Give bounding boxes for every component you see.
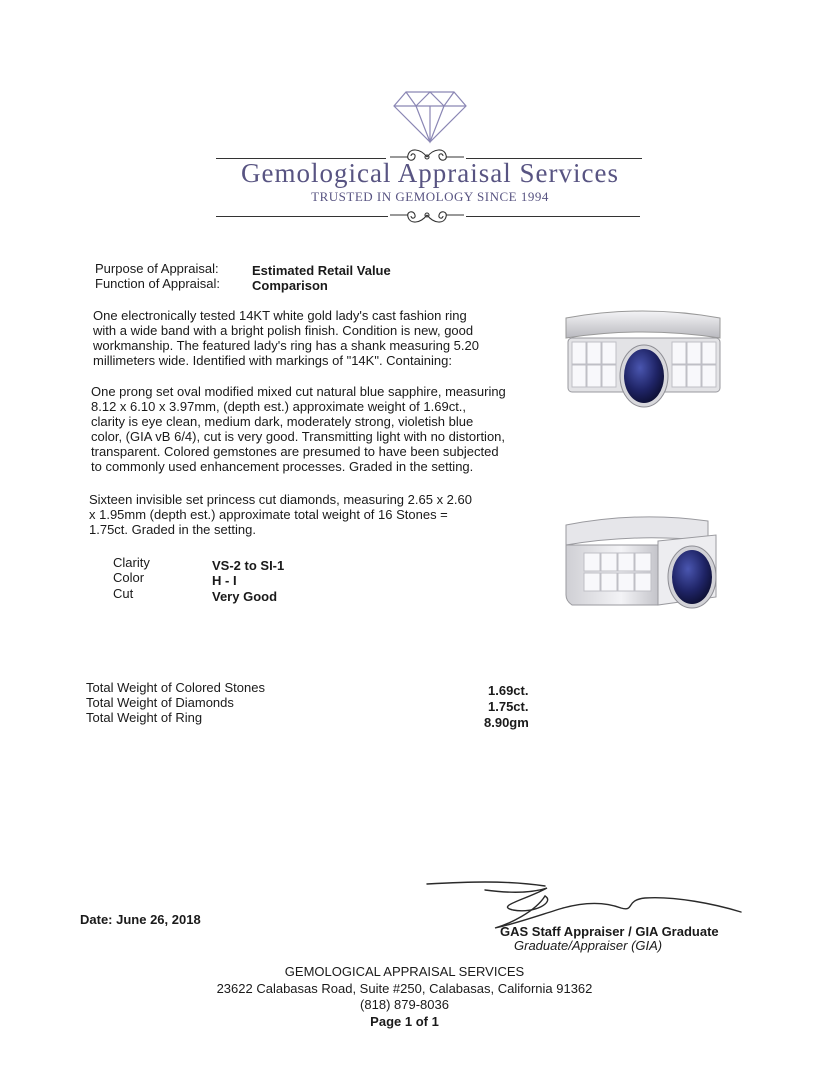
paragraph-line: millimeters wide. Identified with markings of "14K". Containing: xyxy=(93,353,452,368)
company-tagline: TRUSTED IN GEMOLOGY SINCE 1994 xyxy=(311,189,549,204)
ring-photo-front xyxy=(560,300,725,415)
grade-label: Clarity xyxy=(113,555,150,570)
paragraph-line: to commonly used enhancement processes. Graded in the setting. xyxy=(91,459,474,474)
scroll-ornament-icon xyxy=(390,204,464,226)
paragraph-line: transparent. Colored gemstones are presumed to have been subjected xyxy=(91,444,499,459)
footer-phone: (818) 879-8036 xyxy=(360,997,449,1012)
grade-value: Very Good xyxy=(212,589,278,604)
ring-photo-side xyxy=(558,505,723,620)
grade-value: H - I xyxy=(212,573,237,588)
total-value: 1.75ct. xyxy=(488,699,529,714)
bottom-rule-right xyxy=(466,216,640,217)
total-label: Total Weight of Colored Stones xyxy=(86,680,265,695)
function-value: Comparison xyxy=(252,278,328,293)
footer-company: GEMOLOGICAL APPRAISAL SERVICES xyxy=(284,964,525,979)
grade-label: Cut xyxy=(113,586,134,601)
paragraph-line: color, (GIA vB 6/4), cut is very good. Transmitting light with no distortion, xyxy=(91,429,506,444)
paragraph-line: x 1.95mm (depth est.) approximate total weight of 16 Stones = xyxy=(89,507,448,522)
total-label: Total Weight of Diamonds xyxy=(86,695,234,710)
page-number: Page 1 of 1 xyxy=(370,1014,439,1029)
total-value: 1.69ct. xyxy=(488,683,529,698)
paragraph-line: 8.12 x 6.10 x 3.97mm, (depth est.) approximate weight of 1.69ct., xyxy=(91,399,467,414)
paragraph-line: One prong set oval modified mixed cut natural blue sapphire, measuring xyxy=(91,384,506,399)
signature-subtitle: Graduate/Appraiser (GIA) xyxy=(514,938,663,953)
diamond-description xyxy=(89,492,472,537)
bottom-rule-left xyxy=(216,216,388,217)
paragraph-line: 1.75ct. Graded in the setting. xyxy=(89,522,256,537)
paragraph-line: workmanship. The featured lady's ring has a shank measuring 5.20 xyxy=(93,338,479,353)
paragraph-line: with a wide band with a bright polish finish. Condition is new, good xyxy=(93,323,474,338)
footer-address: 23622 Calabasas Road, Suite #250, Calabasas, California 91362 xyxy=(216,981,593,996)
appraisal-date: Date: June 26, 2018 xyxy=(80,912,201,927)
signature-image xyxy=(425,872,745,932)
sapphire-description xyxy=(91,384,506,474)
total-label: Total Weight of Ring xyxy=(86,710,203,725)
total-value: 8.90gm xyxy=(484,715,529,730)
diamond-logo-icon xyxy=(392,90,468,144)
purpose-value: Estimated Retail Value xyxy=(252,263,391,278)
ring-description xyxy=(93,308,479,368)
signature-title: GAS Staff Appraiser / GIA Graduate xyxy=(500,924,719,939)
paragraph-line: One electronically tested 14KT white gold lady's cast fashion ring xyxy=(93,308,467,323)
function-label: Function of Appraisal: xyxy=(95,276,221,291)
paragraph-line: clarity is eye clean, medium dark, moderately strong, violetish blue xyxy=(91,414,474,429)
grade-value: VS-2 to SI-1 xyxy=(212,558,285,573)
grade-label: Color xyxy=(113,570,145,585)
purpose-label: Purpose of Appraisal: xyxy=(95,261,219,276)
paragraph-line: Sixteen invisible set princess cut diamonds, measuring 2.65 x 2.60 xyxy=(89,492,472,507)
company-name: Gemological Appraisal Services xyxy=(241,158,619,188)
